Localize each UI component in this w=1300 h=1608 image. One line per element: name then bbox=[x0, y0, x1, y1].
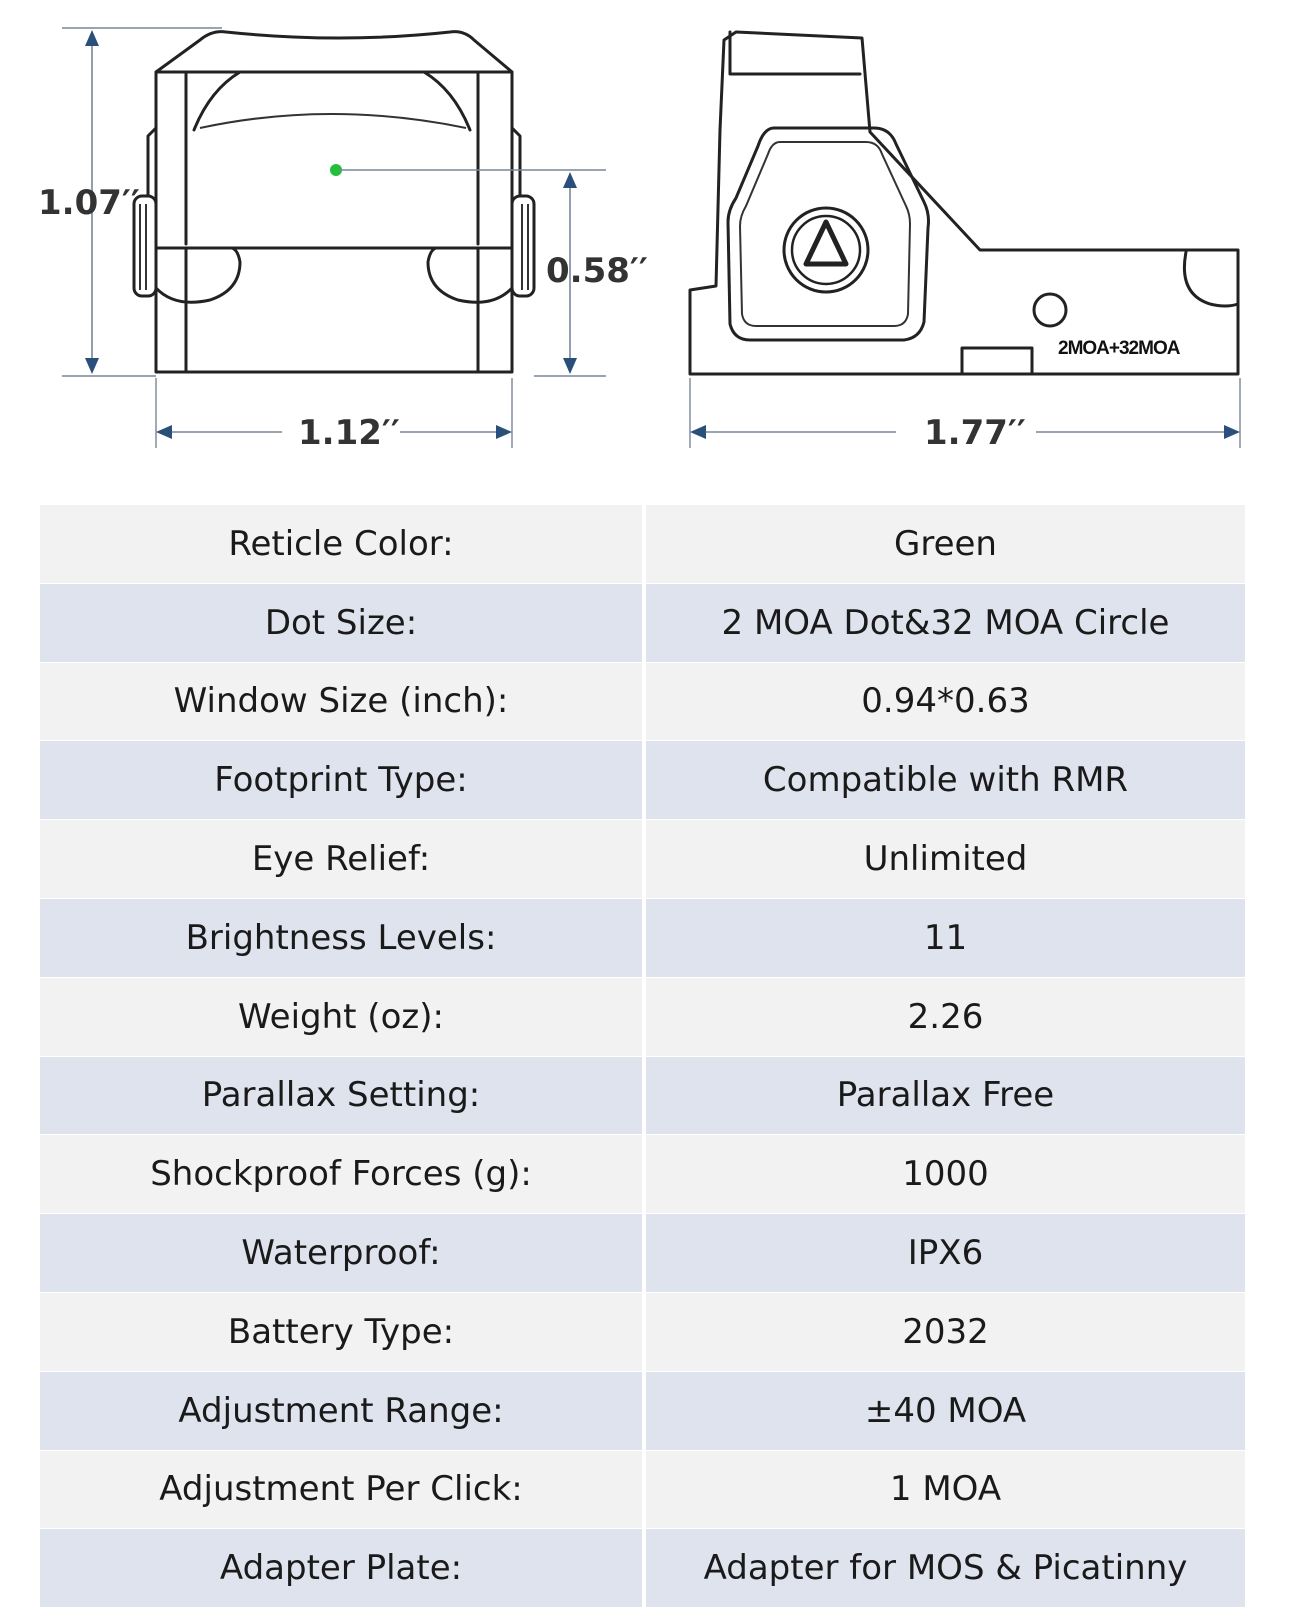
spec-value: 11 bbox=[644, 898, 1245, 977]
spec-row bbox=[40, 898, 1245, 977]
spec-row bbox=[40, 1056, 1245, 1135]
spec-value: 0.94*0.63 bbox=[644, 662, 1245, 741]
spec-label: Waterproof: bbox=[40, 1214, 644, 1293]
spec-value: Parallax Free bbox=[644, 1056, 1245, 1135]
spec-row bbox=[40, 583, 1245, 662]
spec-row bbox=[40, 1292, 1245, 1371]
spec-value: 1000 bbox=[644, 1135, 1245, 1214]
spec-row bbox=[40, 1529, 1245, 1608]
reticle-height-label: 0.58′′ bbox=[546, 251, 648, 291]
side-view-drawing bbox=[690, 32, 1238, 374]
spec-row bbox=[40, 820, 1245, 899]
spec-label: Footprint Type: bbox=[40, 741, 644, 820]
spec-label: Brightness Levels: bbox=[40, 898, 644, 977]
spec-label: Shockproof Forces (g): bbox=[40, 1135, 644, 1214]
dimension-diagram bbox=[0, 0, 1300, 480]
spec-value: Compatible with RMR bbox=[644, 741, 1245, 820]
spec-row bbox=[40, 505, 1245, 583]
length-label: 1.77′′ bbox=[924, 413, 1026, 453]
spec-row bbox=[40, 1214, 1245, 1293]
spec-label: Weight (oz): bbox=[40, 977, 644, 1056]
specifications-table bbox=[40, 505, 1245, 1608]
spec-row bbox=[40, 662, 1245, 741]
spec-value: Green bbox=[644, 505, 1245, 583]
spec-label: Adjustment Range: bbox=[40, 1371, 644, 1450]
spec-row bbox=[40, 1135, 1245, 1214]
spec-row bbox=[40, 1450, 1245, 1529]
spec-value: 2 MOA Dot&32 MOA Circle bbox=[644, 583, 1245, 662]
spec-value: 2032 bbox=[644, 1292, 1245, 1371]
spec-value: Unlimited bbox=[644, 820, 1245, 899]
spec-value: ±40 MOA bbox=[644, 1371, 1245, 1450]
spec-label: Battery Type: bbox=[40, 1292, 644, 1371]
spec-label: Dot Size: bbox=[40, 583, 644, 662]
spec-value: IPX6 bbox=[644, 1214, 1245, 1293]
spec-row bbox=[40, 741, 1245, 820]
brightness-logo-icon bbox=[784, 208, 868, 292]
side-reticle-label: 2MOA+32MOA bbox=[1058, 338, 1180, 359]
spec-value: 1 MOA bbox=[644, 1450, 1245, 1529]
spec-label: Parallax Setting: bbox=[40, 1056, 644, 1135]
spec-label: Adjustment Per Click: bbox=[40, 1450, 644, 1529]
front-view-drawing bbox=[134, 32, 534, 372]
spec-row bbox=[40, 1371, 1245, 1450]
spec-label: Eye Relief: bbox=[40, 820, 644, 899]
spec-value: Adapter for MOS & Picatinny bbox=[644, 1529, 1245, 1608]
spec-label: Adapter Plate: bbox=[40, 1529, 644, 1608]
width-label: 1.12′′ bbox=[298, 413, 400, 453]
spec-value: 2.26 bbox=[644, 977, 1245, 1056]
spec-row bbox=[40, 977, 1245, 1056]
spec-label: Reticle Color: bbox=[40, 505, 644, 583]
spec-label: Window Size (inch): bbox=[40, 662, 644, 741]
height-label: 1.07′′ bbox=[38, 183, 140, 223]
